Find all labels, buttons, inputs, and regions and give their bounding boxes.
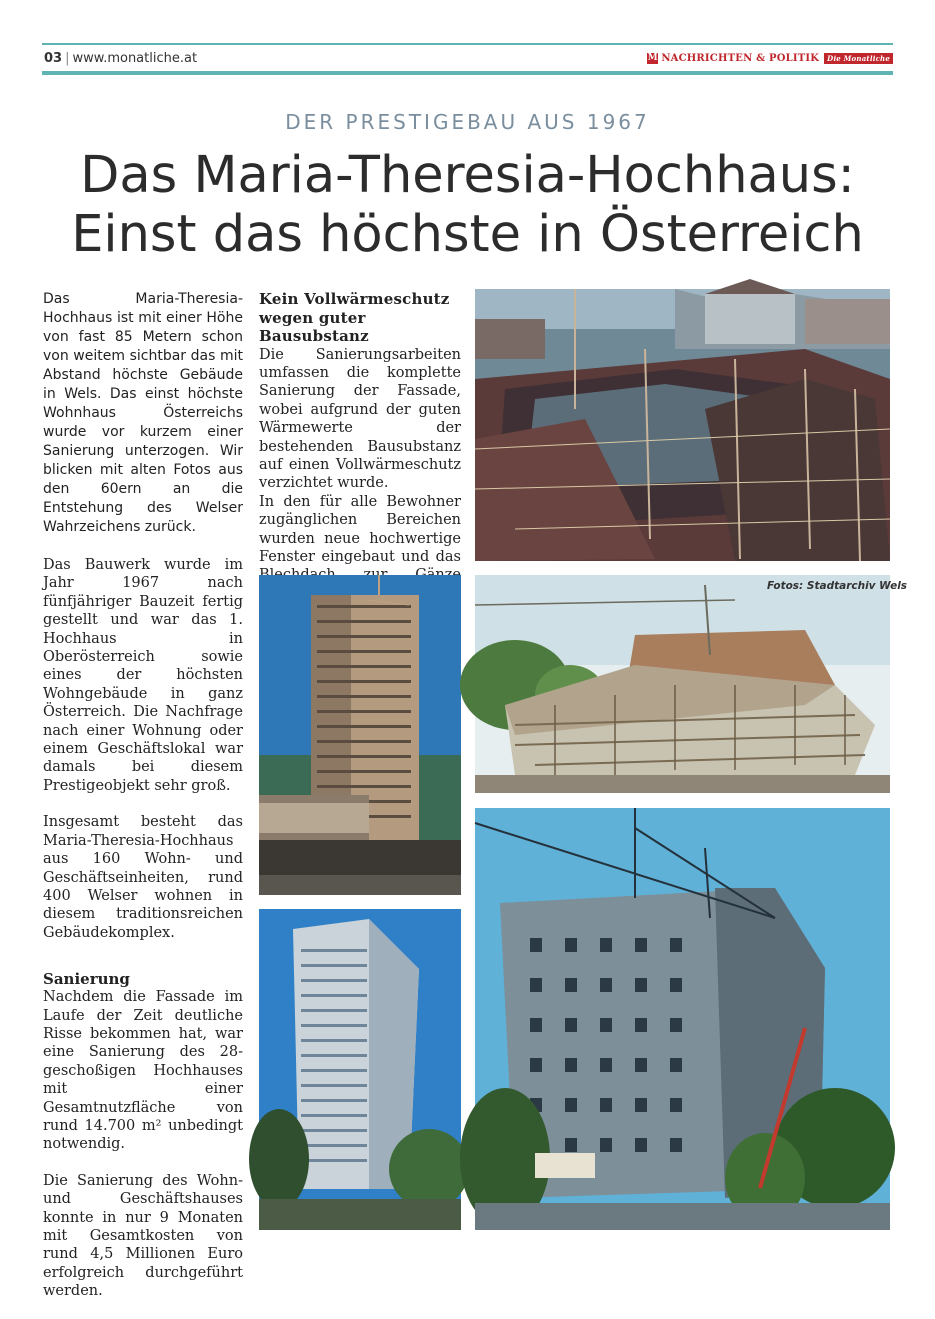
- photo-credit: Fotos: Stadtarchiv Wels: [767, 580, 908, 592]
- photo-tower-crane: [475, 808, 890, 1230]
- paragraph-facade: Die Sanierungsarbeiten umfassen die komplette Sanierung der Fassade, wobei aufgrund der guten Wärmewerte der bestehenden Bausubstanz auf einen Vollwärmeschutz verzichtet wurde.: [259, 346, 461, 492]
- website-link[interactable]: www.monatliche.at: [72, 51, 198, 66]
- photo-tower-finished: [259, 909, 461, 1230]
- subhead-renovation: Sanierung: [43, 970, 130, 989]
- paragraph-history: Das Bauwerk wurde im Jahr 1967 nach fünfjähriger Bauzeit fertig gestellt und war das 1. Hochhaus in Oberösterreich sowie eines der höchsten Wohngebäude in ganz Österreich. Die Nachfrage nach einer Wohnung oder einem Geschäftslokal war damals bei diesem Prestigeobjekt sehr groß.: [43, 557, 243, 794]
- article-kicker: DER PRESTIGEBAU AUS 1967: [285, 110, 650, 134]
- page-number: 03: [44, 51, 63, 66]
- section-logo: M: [647, 53, 658, 63]
- photo-tower-1967: [259, 575, 461, 895]
- header-rule-top: [42, 43, 893, 45]
- brand-logo: Die Monatliche: [824, 53, 893, 64]
- text-column-left: [43, 290, 243, 1319]
- paragraph-units: Insgesamt besteht das Maria-Theresia-Hochhaus aus 160 Wohn- und Geschäftseinheiten, rund 400 Welser wohnen in diesem traditionsreichen Gebäudekomplex.: [43, 814, 243, 941]
- section-label: [647, 53, 893, 64]
- paragraph-windows: In den für alle Bewohner zugänglichen Bereichen wurden neue hochwertige Fenster eingebaut und das: [259, 493, 461, 603]
- article-lead: Das Maria-Theresia-Hochhaus ist mit einer Höhe von fast 85 Metern schon von weitem sichtbar das mit Abstand höchste Gebäude in Wels. Das einst höchste Wohnhaus Österreichs wurde vor kurzem einer Sanierung unterzogen. Wir blicken mit alten Fotos aus den 60ern an die Entstehung des Welser Wahrzeichens zurück.: [43, 291, 243, 535]
- page-folio: 03 | www.monatliche.at: [44, 51, 198, 66]
- paragraph-renovation-cost: Die Sanierung des Wohn- und Geschäftshauses konnte in nur 9 Monaten mit Gesamtkosten von rund 4,5 Millionen Euro erfolgreich durchgeführt werden.: [43, 1172, 243, 1300]
- paragraph-renovation-need: Nachdem die Fassade im Laufe der Zeit deutliche Risse bekommen hat, war eine Sanierung des 28-geschoßigen Hochhauses mit einer Gesamtnutzfläche von rund 14.700 m² unbedingt notwendig.: [43, 989, 243, 1153]
- photo-foundation-construction: [475, 289, 890, 561]
- header-rule-bottom: [42, 71, 893, 75]
- section-name: NACHRICHTEN & POLITIK: [661, 53, 820, 64]
- text-column-middle: [259, 290, 461, 603]
- subhead-insulation: Kein Vollwärmeschutz wegen guter Bausubstanz: [259, 290, 450, 345]
- photo-scaffolding-construction: [475, 575, 890, 793]
- article-headline: Das Maria-Theresia-Hochhaus: Einst das höchste in Österreich: [71, 146, 864, 264]
